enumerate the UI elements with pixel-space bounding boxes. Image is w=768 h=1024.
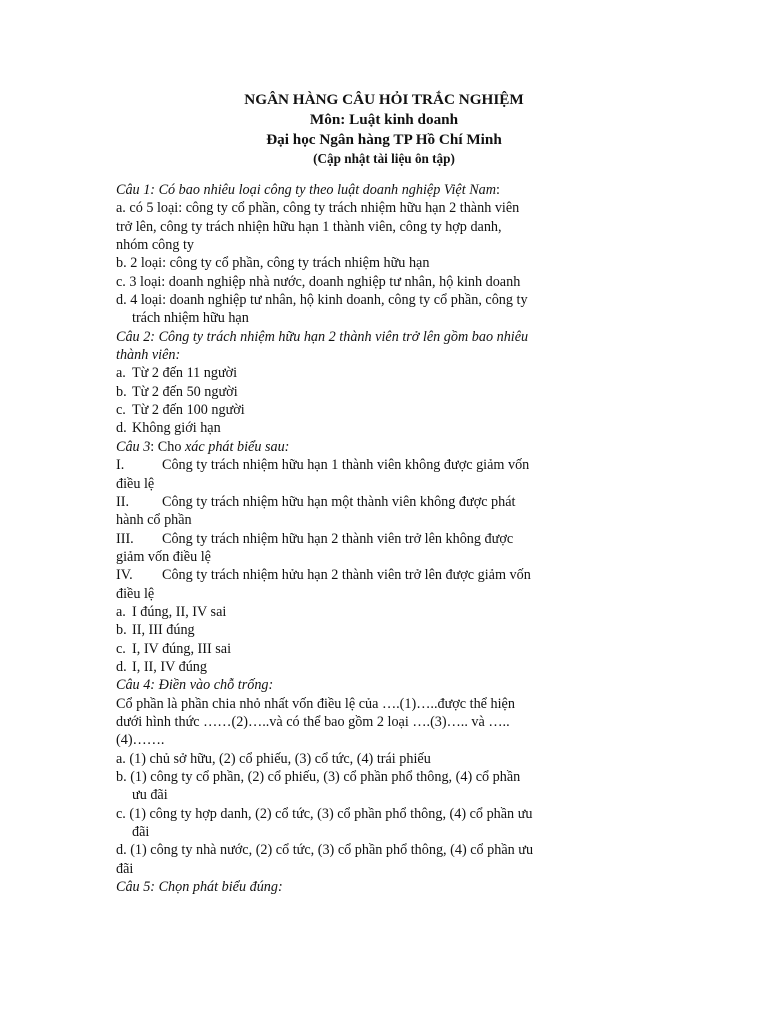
q1-option-a: a. có 5 loại: công ty cổ phần, công ty trách nhiệm hữu hạn 2 thành viên trở lên, công ty trách nhiện hữu hạn 1 thành viên, công ty hợp danh, nhóm công ty [116, 200, 520, 254]
doc-subject: Môn: Luật kinh doanh [309, 111, 459, 128]
question-1 [116, 181, 536, 199]
q2-label: Câu 2 [116, 328, 151, 345]
doc-title: NGÂN HÀNG CÂU HỎI TRẮC NGHIỆM [244, 91, 524, 108]
q3-statement-1: I. Công ty trách nhiệm hữu hạn 1 thành viên không được giảm vốn điều lệ [116, 457, 530, 492]
q4-text: : Điền vào chỗ trống: [150, 677, 274, 694]
doc-note: (Cập nhật tài liệu ôn tập) [313, 151, 455, 166]
q5-text: : Chọn phát biểu đúng: [150, 879, 283, 896]
q5-label: Câu 5 [116, 879, 151, 896]
q4-option-c: c. (1) công ty hợp danh, (2) cổ tức, (3) cổ phần phổ thông, (4) cổ phần ưu đãi [116, 805, 533, 841]
document-page [116, 90, 536, 896]
q4-option-a: a. (1) chủ sở hữu, (2) cổ phiếu, (3) cổ tức, (4) trái phiếu [116, 750, 431, 767]
header-block [0, 90, 768, 168]
q3-option-b: b. II, III đúng [116, 622, 195, 639]
q4-paragraph: Cổ phần là phần chia nhỏ nhất vốn điều lệ của ….(1)…..được thể hiện dưới hình thức ……(2)…..và có thể bao gồm 2 loại ….(3)….. và …..(4)……. [116, 695, 515, 749]
q1-label: Câu 1 [116, 182, 151, 198]
q3-label: Câu 3 [116, 438, 151, 455]
q3-statement-3: III. Công ty trách nhiệm hữu hạn 2 thành viên trở lên không được giảm vốn điều lệ [116, 530, 514, 565]
question-5 [116, 878, 536, 896]
q3-statement-4: IV. Công ty trách nhiệm hửu hạn 2 thành viên trở lên được giảm vốn điều lệ [116, 567, 531, 602]
q1-option-c: c. 3 loại: doanh nghiệp nhà nước, doanh nghiệp tư nhân, hộ kinh doanh [116, 273, 521, 290]
question-2 [116, 328, 536, 365]
question-4 [116, 676, 536, 694]
q2-option-b: b. Từ 2 đến 50 người [116, 383, 238, 400]
q2-option-c: c. Từ 2 đến 100 người [116, 402, 245, 419]
q3-statement-2: II. Công ty trách nhiệm hữu hạn một thành viên không được phát hành cổ phần [116, 493, 516, 529]
q4-option-d: d. (1) công ty nhà nước, (2) cổ tức, (3) cổ phần phổ thông, (4) cổ phần ưu đãi [116, 842, 534, 877]
q3-prefix: : Cho [150, 438, 185, 455]
q2-option-d: d. Không giới hạn [116, 420, 221, 437]
q3-text: xác phát biểu sau: [184, 438, 290, 455]
q4-option-b: b. (1) công ty cổ phần, (2) cổ phiếu, (3) cổ phần phổ thông, (4) cổ phần ưu đãi [116, 769, 521, 804]
question-3 [116, 438, 536, 456]
q3-option-a: a. I đúng, II, IV sai [116, 603, 227, 620]
q3-option-c: c. I, IV đúng, III sai [116, 640, 232, 657]
q1-text: : Có bao nhiêu loại công ty theo luật doanh nghiệp Việt Nam [150, 182, 497, 198]
doc-university: Đại học Ngân hàng TP Hồ Chí Minh [266, 131, 502, 148]
q3-option-d: d. I, II, IV đúng [116, 658, 207, 675]
q4-label: Câu 4 [116, 677, 151, 694]
q2-option-a: a. Từ 2 đến 11 người [116, 365, 238, 382]
q1-option-b: b. 2 loại: công ty cổ phần, công ty trách nhiệm hữu hạn [116, 255, 430, 272]
q2-text: : Công ty trách nhiệm hữu hạn 2 thành viên trở lên gồm bao nhiêu thành viên: [116, 328, 529, 364]
q1-colon: : [496, 182, 500, 198]
q1-option-d: d. 4 loại: doanh nghiệp tư nhân, hộ kinh doanh, công ty cổ phần, công ty trách nhiệm hữu hạn [116, 292, 528, 327]
